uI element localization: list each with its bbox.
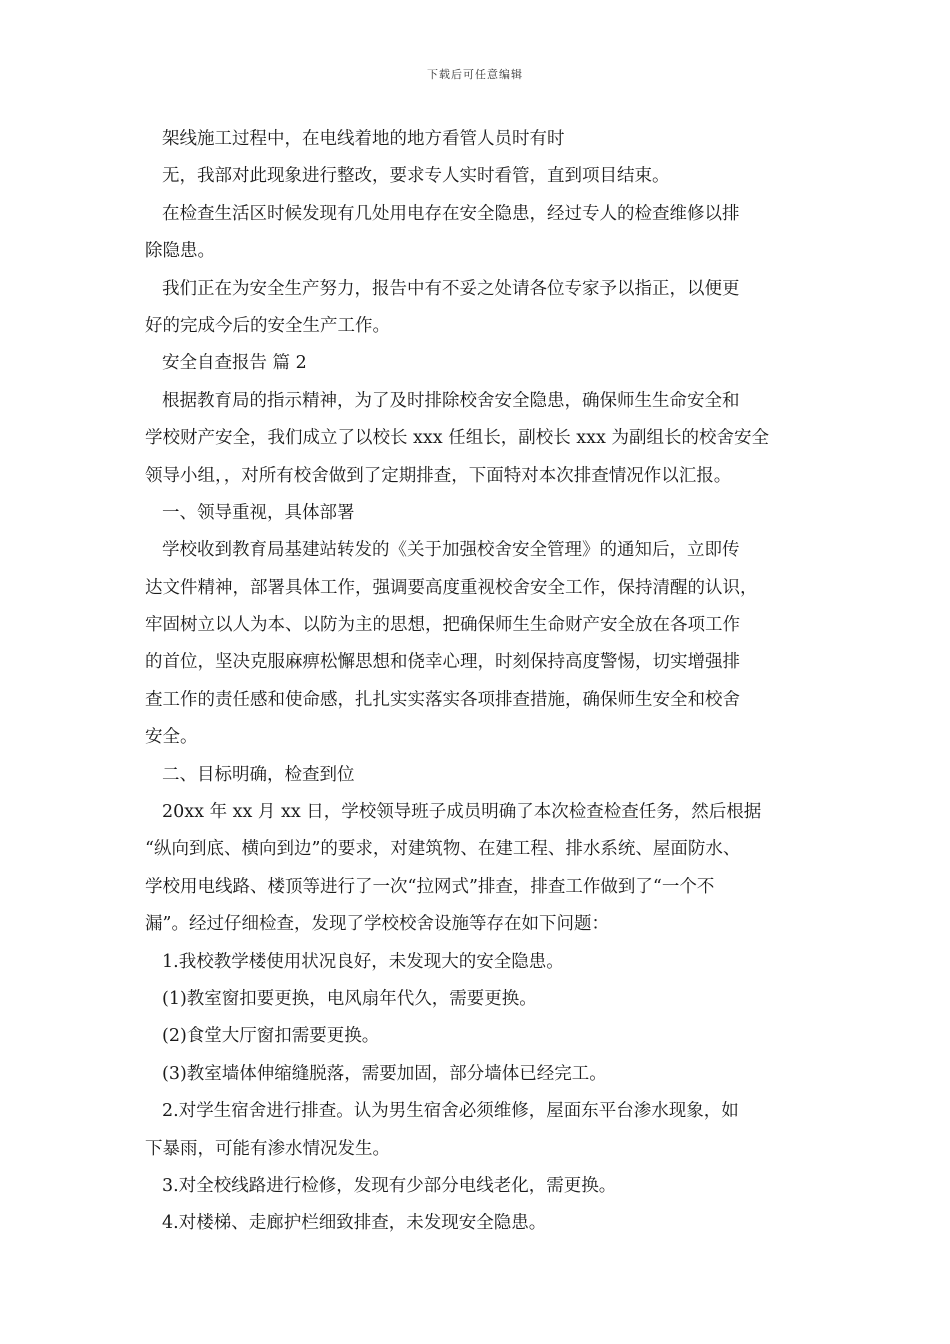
paragraph-line: 查工作的责任感和使命感，扎扎实实落实各项排查措施，确保师生安全和校舍 xyxy=(145,689,740,710)
list-item: (2)食堂大厅窗扣需要更换。 xyxy=(162,1026,380,1047)
paragraph-line: 达文件精神，部署具体工作，强调要高度重视校舍安全工作，保持清醒的认识， xyxy=(145,577,758,598)
paragraph-line: 我们正在为安全生产努力，报告中有不妥之处请各位专家予以指正，以便更 xyxy=(162,278,740,299)
paragraph-line: 在检查生活区时候发现有几处用电存在安全隐患，经过专人的检查维修以排 xyxy=(162,203,740,224)
paragraph-line: 学校财产安全，我们成立了以校长 xxx 任组长，副校长 xxx 为副组长的校舍安全 xyxy=(145,428,769,449)
paragraph-line: 安全。 xyxy=(145,727,198,748)
paragraph-line: 漏”。经过仔细检查，发现了学校校舍设施等存在如下问题： xyxy=(145,914,609,935)
paragraph-line: 领导小组，，对所有校舍做到了定期排查，下面特对本次排查情况作以汇报。 xyxy=(145,465,732,486)
paragraph-line: 的首位，坚决克服麻痹松懈思想和侥幸心理，时刻保持高度警惕，切实增强排 xyxy=(145,652,740,673)
paragraph-line: 学校收到教育局基建站转发的《关于加强校舍安全管理》的通知后，立即传 xyxy=(162,540,740,561)
paragraph-line: 牢固树立以人为本、以防为主的思想，把确保师生生命财产安全放在各项工作 xyxy=(145,615,740,636)
document-body xyxy=(145,121,813,1243)
list-item: 2.对学生宿舍进行排查。认为男生宿舍必须维修，屋面东平台渗水现象，如 xyxy=(162,1101,739,1122)
paragraph-line: “纵向到底、横向到边”的要求，对建筑物、在建工程、排水系统、屋面防水、 xyxy=(145,839,741,860)
list-item: (3)教室墙体伸缩缝脱落，需要加固，部分墙体已经完工。 xyxy=(162,1063,607,1084)
paragraph-line: 好的完成今后的安全生产工作。 xyxy=(145,315,390,336)
page-header-note: 下载后可任意编辑 xyxy=(427,68,523,81)
list-item: (1)教室窗扣要更换，电风扇年代久，需要更换。 xyxy=(162,988,537,1009)
section-title: 安全自查报告 篇 2 xyxy=(162,353,307,374)
paragraph-line: 根据教育局的指示精神，为了及时排除校舍安全隐患，确保师生生命安全和 xyxy=(162,390,740,411)
section-heading: 一、领导重视，具体部署 xyxy=(162,502,355,523)
section-heading: 二、目标明确，检查到位 xyxy=(162,764,355,785)
paragraph-line: 无，我部对此现象进行整改，要求专人实时看管，直到项目结束。 xyxy=(162,166,670,187)
list-item: 1.我校教学楼使用状况良好，未发现大的安全隐患。 xyxy=(162,951,564,972)
paragraph-line: 除隐患。 xyxy=(145,241,215,262)
list-item: 3.对全校线路进行检修，发现有少部分电线老化，需更换。 xyxy=(162,1175,617,1196)
list-item: 4.对楼梯、走廊护栏细致排查，未发现安全隐患。 xyxy=(162,1213,547,1234)
paragraph-line: 学校用电线路、楼顶等进行了一次“拉网式”排查，排查工作做到了“一个不 xyxy=(145,876,715,897)
paragraph-line: 20xx 年 xx 月 xx 日，学校领导班子成员明确了本次检查检查任务，然后根据 xyxy=(162,802,762,823)
paragraph-line: 下暴雨，可能有渗水情况发生。 xyxy=(145,1138,390,1159)
paragraph-line: 架线施工过程中，在电线着地的地方看管人员时有时 xyxy=(162,129,565,149)
